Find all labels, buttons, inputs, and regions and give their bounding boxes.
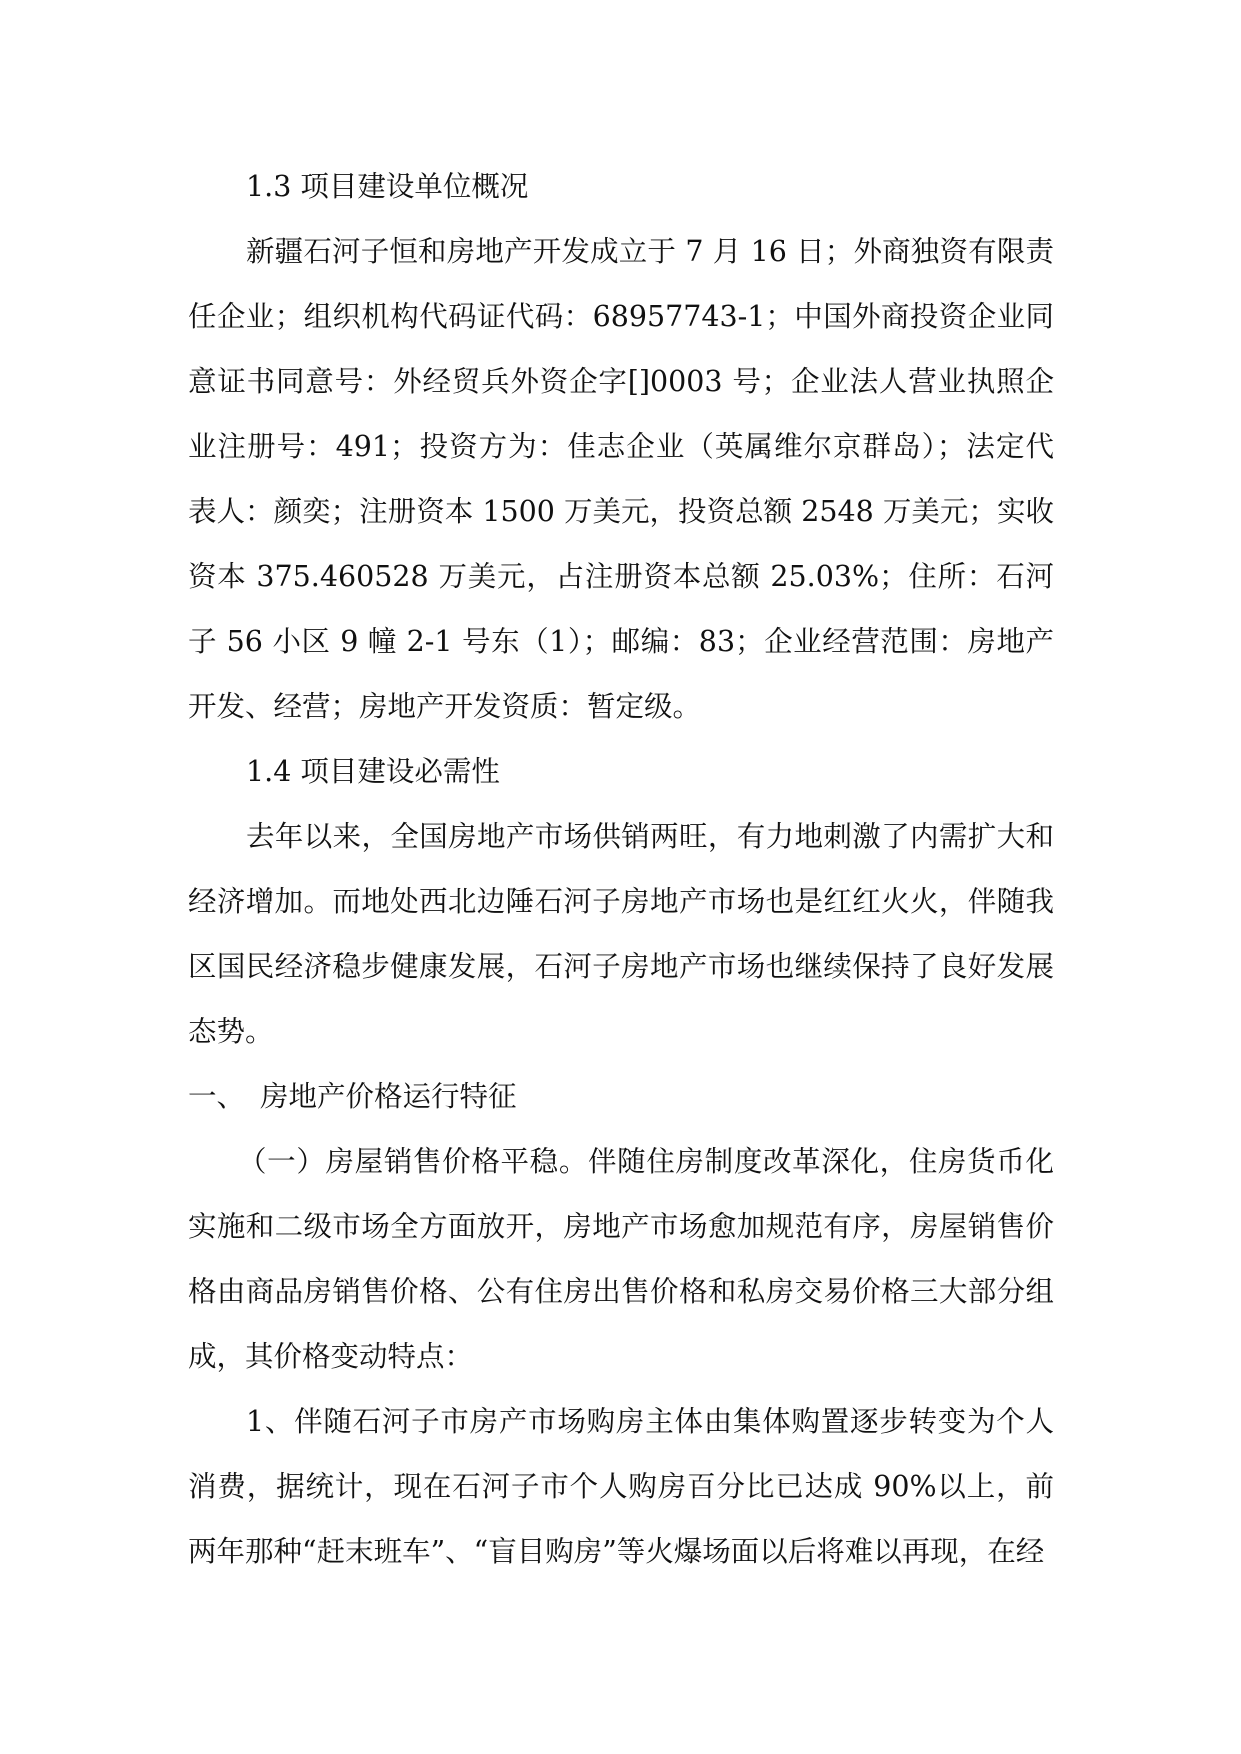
paragraph-housing-price-stable: （一）房屋销售价格平稳。伴随住房制度改革深化，住房货币化实施和二级市场全方面放开，房地产市场愈加规范有序，房屋销售价格由商品房销售价格、公有住房出售价格和私房交易价格三大部分组成，其价格变动特点： <box>188 1145 1054 1373</box>
paragraph-company-profile: 新疆石河子恒和房地产开发成立于 7 月 16 日；外商独资有限责任企业；组织机构代码证代码：68957743-1；中国外商投资企业同意证书同意号：外经贸兵外资企字[]0003 号；企业法人营业执照企业注册号：491；投资方为：佳志企业（英属维尔京群岛）；法定代表人：颜奕；注册资本 1500 万美元，投资总额 2548 万美元；实收资本 375.460528 万美元，占注册资本总额 25.03%；住所：石河子 56 小区 9 幢 2-1 号东（1）；邮编：83；企业经营范围：房地产开发、经营；房地产开发资质：暂定级。 <box>188 235 1054 723</box>
paragraph-necessity: 去年以来，全国房地产市场供销两旺，有力地刺激了内需扩大和经济增加。而地处西北边陲石河子房地产市场也是红红火火，伴随我区国民经济稳步健康发展，石河子房地产市场也继续保持了良好发展态势。 <box>188 820 1054 1048</box>
section-number: 一、 <box>188 1080 246 1113</box>
heading-1-4: 1.4 项目建设必需性 <box>246 755 500 788</box>
document-body <box>188 154 1054 1584</box>
heading-1-3: 1.3 项目建设单位概况 <box>246 170 529 203</box>
section-title-text: 房地产价格运行特征 <box>260 1080 517 1113</box>
section-title-price-features <box>188 1064 1054 1129</box>
paragraph-item-1: 1、伴随石河子市房产市场购房主体由集体购置逐步转变为个人消费，据统计，现在石河子市个人购房百分比已达成 90%以上，前两年那种“赶末班车”、“盲目购房”等火爆场面以后将难以再现，在经 <box>188 1405 1054 1568</box>
